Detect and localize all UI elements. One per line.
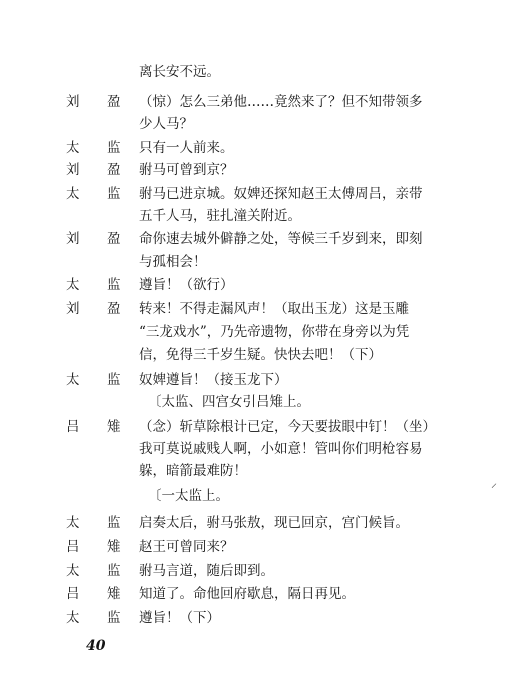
- script-line: [0, 299, 508, 319]
- speaker-char-1: 刘: [66, 94, 80, 110]
- dialogue-text: 少人马？: [139, 116, 193, 132]
- speaker-char-2: 盈: [107, 162, 121, 178]
- speaker-char-2: 监: [107, 140, 121, 156]
- dialogue-text: 离长安不远。: [139, 64, 220, 80]
- dialogue-text: 知道了。命他回府歇息，隔日再见。: [139, 586, 355, 602]
- dialogue-text: 转来！不得走漏风声！（取出玉龙）这是玉雕: [139, 301, 409, 317]
- speaker-char-2: 雉: [107, 586, 121, 602]
- script-line: [0, 392, 508, 412]
- script-line: [0, 160, 508, 180]
- script-line: [0, 370, 508, 390]
- dialogue-text: 奴婢遵旨！（接玉龙下）: [139, 372, 288, 388]
- dialogue-text: 遵旨！（下）: [139, 610, 220, 626]
- script-line: [0, 275, 508, 295]
- dialogue-text: （惊）怎么三弟他……竟然来了？但不知带领多: [139, 94, 423, 110]
- script-line: [0, 461, 508, 481]
- speaker-char-2: 监: [107, 186, 121, 202]
- dialogue-text: 与孤相会！: [139, 254, 207, 270]
- speaker-char-1: 太: [66, 372, 80, 388]
- speaker-char-2: 雉: [107, 539, 121, 555]
- dialogue-text: 赵王可曾同来？: [139, 539, 234, 555]
- stage-direction: 〔太监、四宫女引吕雉上。: [148, 394, 310, 410]
- speaker-char-2: 雉: [107, 419, 121, 435]
- speaker-char-1: 太: [66, 277, 80, 293]
- dialogue-text: 只有一人前来。: [139, 140, 234, 156]
- dialogue-text: 驸马可曾到京？: [139, 162, 234, 178]
- stage-direction: 〔一太监上。: [148, 488, 229, 504]
- script-line: [0, 439, 508, 459]
- script-line: [0, 486, 508, 506]
- script-line: [0, 584, 508, 604]
- speaker-char-2: 盈: [107, 231, 121, 247]
- speaker-char-1: 吕: [66, 586, 80, 602]
- script-line: [0, 229, 508, 249]
- dialogue-text: 躲，暗箭最难防！: [139, 463, 247, 479]
- speaker-char-1: 太: [66, 515, 80, 531]
- script-line: [0, 322, 508, 342]
- speaker-char-1: 吕: [66, 539, 80, 555]
- speaker-char-2: 盈: [107, 94, 121, 110]
- speaker-char-1: 吕: [66, 419, 80, 435]
- script-line: [0, 608, 508, 628]
- page-number: 40: [86, 638, 106, 654]
- dialogue-text: 驸马已进京城。奴婢还探知赵王太傅周吕，亲带: [139, 186, 423, 202]
- speaker-char-1: 刘: [66, 162, 80, 178]
- dialogue-text: 遵旨！（欲行）: [139, 277, 234, 293]
- speaker-char-1: 太: [66, 140, 80, 156]
- speaker-char-1: 太: [66, 186, 80, 202]
- script-line: [0, 417, 508, 437]
- speaker-char-2: 监: [107, 372, 121, 388]
- speaker-char-1: 刘: [66, 231, 80, 247]
- script-line: [0, 252, 508, 272]
- script-line: [0, 537, 508, 557]
- speaker-char-2: 监: [107, 277, 121, 293]
- script-line: [0, 184, 508, 204]
- script-line: [0, 513, 508, 533]
- dialogue-text: 启奏太后，驸马张敖，现已回京，宫门候旨。: [139, 515, 409, 531]
- dialogue-text: 五千人马，驻扎潼关附近。: [139, 208, 301, 224]
- dialogue-text: （念）斩草除根计已定，今天要拔眼中钉！（坐）: [139, 419, 436, 435]
- margin-mark: ⸝: [491, 476, 498, 490]
- dialogue-text: “三龙戏水”，乃先帝遗物，你带在身旁以为凭: [139, 324, 410, 340]
- script-line: [0, 561, 508, 581]
- speaker-char-1: 太: [66, 610, 80, 626]
- script-line: [0, 206, 508, 226]
- dialogue-text: 驸马言道，随后即到。: [139, 563, 274, 579]
- script-line: [0, 62, 508, 82]
- script-line: [0, 138, 508, 158]
- speaker-char-2: 监: [107, 515, 121, 531]
- script-line: [0, 345, 508, 365]
- speaker-char-2: 盈: [107, 301, 121, 317]
- speaker-char-2: 监: [107, 563, 121, 579]
- script-line: [0, 92, 508, 112]
- dialogue-text: 信，免得三千岁生疑。快快去吧！（下）: [139, 347, 382, 363]
- dialogue-text: 我可莫说戚贱人啊，小如意！管叫你们明枪容易: [139, 441, 423, 457]
- speaker-char-2: 监: [107, 610, 121, 626]
- script-line: [0, 114, 508, 134]
- dialogue-text: 命你速去城外僻静之处，等候三千岁到来，即刻: [139, 231, 423, 247]
- speaker-char-1: 刘: [66, 301, 80, 317]
- speaker-char-1: 太: [66, 563, 80, 579]
